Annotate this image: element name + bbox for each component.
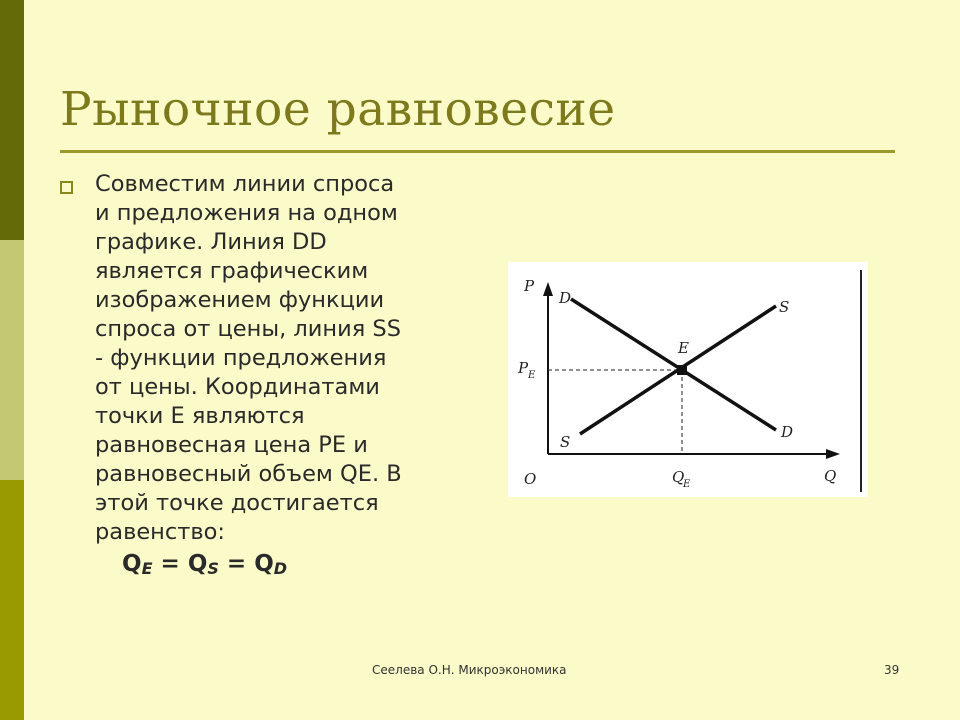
side-strip-bottom [0,480,24,720]
formula-sub-e: E [141,559,153,578]
formula-eq-1: = [160,551,180,577]
text-line: от цены. Координатами [95,374,380,400]
supply-end-label: S [779,298,790,316]
point-e-label: E [678,339,689,357]
text-line: - функции предложения [95,345,387,371]
demand-start-label: D [559,289,572,307]
supply-demand-diagram [508,262,868,497]
slide-title: Рыночное равновесие [60,82,616,137]
side-strip-top [0,0,24,240]
axis-q-label: Q [824,467,837,485]
title-divider [60,150,895,153]
bullet-square-icon [60,181,73,194]
page-number: 39 [884,663,900,677]
formula-eq-2: = [226,551,247,577]
origin-label: O [524,470,537,488]
formula-sub-d: D [273,559,288,578]
qe-subscript: E [683,479,691,490]
axis-p-label: P [524,277,535,295]
demand-end-label: D [781,423,794,441]
text-line: Совместим линии спроса [95,171,395,197]
supply-start-label: S [560,433,571,451]
equilibrium-formula [122,551,287,578]
text-line: изображением функции [95,287,385,313]
text-line: равновесный объем QE. В [95,461,402,487]
bullet-text [95,170,475,547]
equilibrium-point [677,365,687,375]
text-line: графике. Линия DD [95,229,327,255]
formula-sub-s: S [207,559,219,578]
text-line: спроса от цены, линия SS [95,316,401,342]
text-line: точки E являются [95,403,305,429]
qe-label: Q [672,468,685,486]
pe-subscript: E [528,370,536,381]
side-strip-middle [0,240,24,480]
formula-q-e: Q [122,551,142,577]
text-line: является графическим [95,258,369,284]
pe-label: P [518,359,529,377]
text-line: равенство: [95,519,225,545]
formula-q-d: Q [254,551,274,577]
text-line: равновесная цена PE и [95,432,368,458]
text-line: этой точке достигается [95,490,379,516]
text-line: и предложения на одном [95,200,398,226]
footer-author: Сеелева О.Н. Микроэкономика [372,663,567,677]
formula-q-s: Q [187,551,208,577]
